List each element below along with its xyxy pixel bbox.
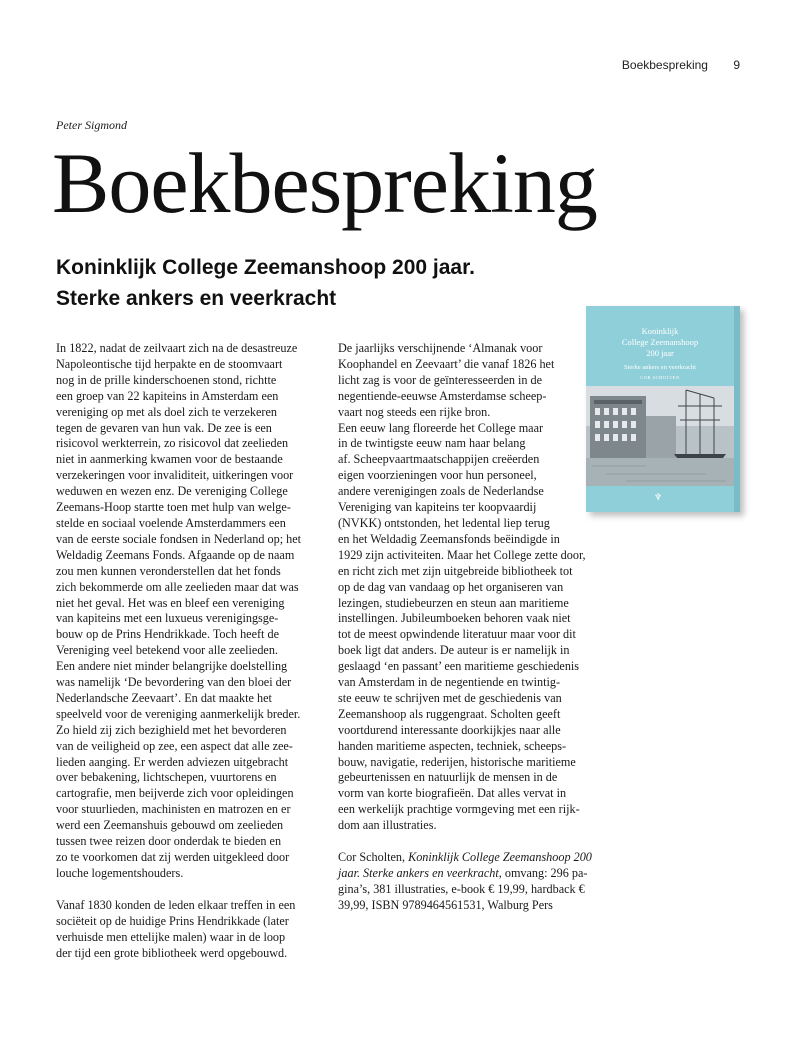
text-line: nog in de prille kinderschoenen stond, richtte [56,372,277,387]
section-name: Boekbespreking [621,58,708,72]
text-column-left [56,341,324,961]
subtitle-line-1: Koninklijk College Zeemanshoop 200 jaar. [56,256,475,279]
cover-title-line: 200 jaar [646,348,674,358]
paragraph [338,341,602,834]
text-line: van de eerste sociale fondsen in Nederland op; het [56,531,302,546]
text-line: stelde en sociaal voelende Amsterdammers een [56,515,286,530]
text-line: gebeurtenissen en natuurlijk de mensen in de [338,770,558,785]
text-line: Vereniging van kapiteins ter koopvaardij [338,500,537,515]
text-column-middle [338,341,602,914]
text-line: Vanaf 1830 konden de leden elkaar treffen in een [56,897,296,912]
text-line: niet het geval. Het was en bleef een vereniging [56,595,285,610]
text-line: verzekeringen voor invaliditeit, uitkeringen voor [56,468,294,483]
text-line: vaart nog steeds een rijke bron. [338,404,491,419]
reference-line [338,850,602,866]
text-line: weduwen en wezen enz. De vereniging College [56,484,288,499]
publisher-logo-icon: ♆ [654,492,663,502]
text-line: andere verenigingen zoals de Nederlandse [338,484,544,499]
text-line: was namelijk ‘De bevordering van den bloei der [56,675,292,690]
text-line: geslaagd ‘en passant’ een maritieme geschiedenis [338,659,580,674]
paragraph [56,898,324,962]
text-line: tussen twee reizen door onderdak te bieden en [56,834,282,849]
text-line: Vereniging veel betekend voor alle zeelieden. [56,643,278,658]
text-line: speelveld voor de vereniging aanmerkelijk breder. [56,706,301,721]
book-cover-title [586,326,734,359]
text-line: op de dag van vandaag op het organiseren van [338,579,564,594]
text-line: Weldadig Zeemans Fonds. Afgaande op de naam [56,547,295,562]
text-line: Nederlandsche Zeevaart’. En dat maakte het [56,690,272,705]
text-line: een werkelijk prachtige vormgeving met een rijk- [338,802,580,817]
text-line: van de veiligheid op zee, een aspect dat alle zee- [56,738,293,753]
text-line: over bebakening, lichtschepen, vuurtorens en [56,770,277,785]
reference-line: 39,99, ISBN 9789464561531, Walburg Pers [338,897,553,912]
text-line: louche logementshouders. [56,865,184,880]
text-line: bouw op de Prins Hendrikkade. Toch heeft de [56,627,279,642]
book-cover-image [586,306,740,512]
text-line: zich bekommerde om alle zeelieden maar dat was [56,579,299,594]
text-line: De jaarlijks verschijnende ‘Almanak voor [338,341,543,355]
paragraph [56,341,324,882]
text-line: van Amsterdam in de negentiende en twintig- [338,675,561,690]
text-line: voor stuurlieden, machinisten en matrozen en er [56,802,291,817]
text-line: Zeemanshoop als ruggengraat. Scholten geeft [338,706,561,721]
text-line: in de twintigste eeuw nam haar belang [338,436,526,451]
article-subtitle [56,252,475,314]
text-line: cartografie, men beijverde zich voor opleidingen [56,786,294,801]
text-line: vereniging op met als doel zich te verzekeren [56,404,277,419]
text-line: werd een Zeemanshuis gebouwd om zeelieden [56,818,284,833]
reference-author: Cor Scholten, [338,850,409,865]
text-line: voortdurend interessante doorkijkjes naar alle [338,722,561,737]
book-spine [734,306,740,512]
text-line: Een eeuw lang floreerde het College maar [338,420,544,435]
text-line: instellingen. Jubileumboeken behoren vaak niet [338,611,571,626]
reference-title: jaar. Sterke ankers en veerkracht [338,866,499,880]
cover-title-line: Koninklijk [641,326,679,336]
reference-details: , omvang: 296 pa- [498,866,588,880]
harbour-illustration [586,386,734,486]
reference-title: Koninklijk College Zeemanshoop 200 [408,850,592,865]
text-line: van kapiteins met een luxueus verenigingsge- [56,611,279,626]
text-line: vorm van korte biografieën. Dat alles vervat in [338,786,567,801]
text-line: handen maritieme aspecten, techniek, scheeps- [338,738,567,753]
reference-line [338,866,602,882]
book-reference [338,850,602,914]
subtitle-line-2: Sterke ankers en veerkracht [56,287,337,310]
text-line: Een andere niet minder belangrijke doelstelling [56,659,288,674]
text-line: sociëteit op de huidige Prins Hendrikkade (later [56,913,289,928]
text-line: negentiende-eeuwse Amsterdamse scheep- [338,388,547,403]
text-line: licht zag is voor de geïnteresseerden in de [338,372,543,387]
book-cover-subtitle: Sterke ankers en veerkracht [623,364,696,371]
text-line: bouw, navigatie, rederijen, historische maritieme [338,754,576,769]
text-line: zo te voorkomen dat zij werden uitgekleed door [56,850,290,864]
text-line: lezingen, studiebeurzen en steun aan maritieme [338,595,569,610]
text-line: (NVKK) ontstonden, het ledental liep terug [338,515,550,530]
text-line: boek ligt dat anders. De auteur is er namelijk in [338,643,570,658]
text-line: Zeemans-Hoop startte toen met hulp van welge- [56,500,291,515]
cover-title-line: College Zeemanshoop [621,337,699,347]
text-line: zou men kunnen veronderstellen dat het fonds [56,563,281,578]
text-line: lieden aanging. Er werden adviezen uitgebracht [56,754,289,769]
text-line: en richt zich met zijn uitgebreide bibliotheek tot [338,563,573,578]
article-author: Peter Sigmond [56,118,127,132]
text-line: verhuisde men ettelijke malen) waar in de loop [56,929,286,944]
book-cover-author: COR SCHOLTEN [640,375,680,380]
text-line: eigen voorzieningen voor hun personeel, [338,468,537,483]
text-line: af. Scheepvaartmaatschappijen creëerden [338,452,540,467]
reference-line: gina’s, 381 illustraties, e-book € 19,99, hardback € [338,881,585,896]
text-line: niet in aanmerking kwamen voor de bestaande [56,452,283,467]
text-line: en het Weldadig Zeemansfonds beëindigde in [338,531,560,546]
text-line: ste eeuw te schrijven met de geschiedenis van [338,690,562,705]
text-line: risicovol werkterrein, zo risicovol dat zeelieden [56,436,289,451]
text-line: dom aan illustraties. [338,818,437,833]
text-line: een groep van 22 kapiteins in Amsterdam een [56,388,279,403]
text-line: In 1822, nadat de zeilvaart zich na de desastreuze [56,341,298,355]
text-line: Koophandel en Zeevaart’ die vanaf 1826 het [338,356,555,371]
text-line: Zo hield zij zich bezighield met het bevorderen [56,722,287,737]
text-line: tegen de gevaren van hun vak. De zee is een [56,420,272,435]
text-line: tot de meest opwindende literatuur maar voor dit [338,627,576,642]
text-line: 1929 zijn activiteiten. Maar het College zette door, [338,547,586,562]
running-header [622,58,740,72]
page-title: Boekbespreking [52,135,597,231]
text-line: der tijd een grote bibliotheek werd opgebouwd. [56,945,288,960]
page-number: 9 [733,58,740,72]
text-line: Napoleontische tijd herpakte en de stoomvaart [56,356,283,371]
